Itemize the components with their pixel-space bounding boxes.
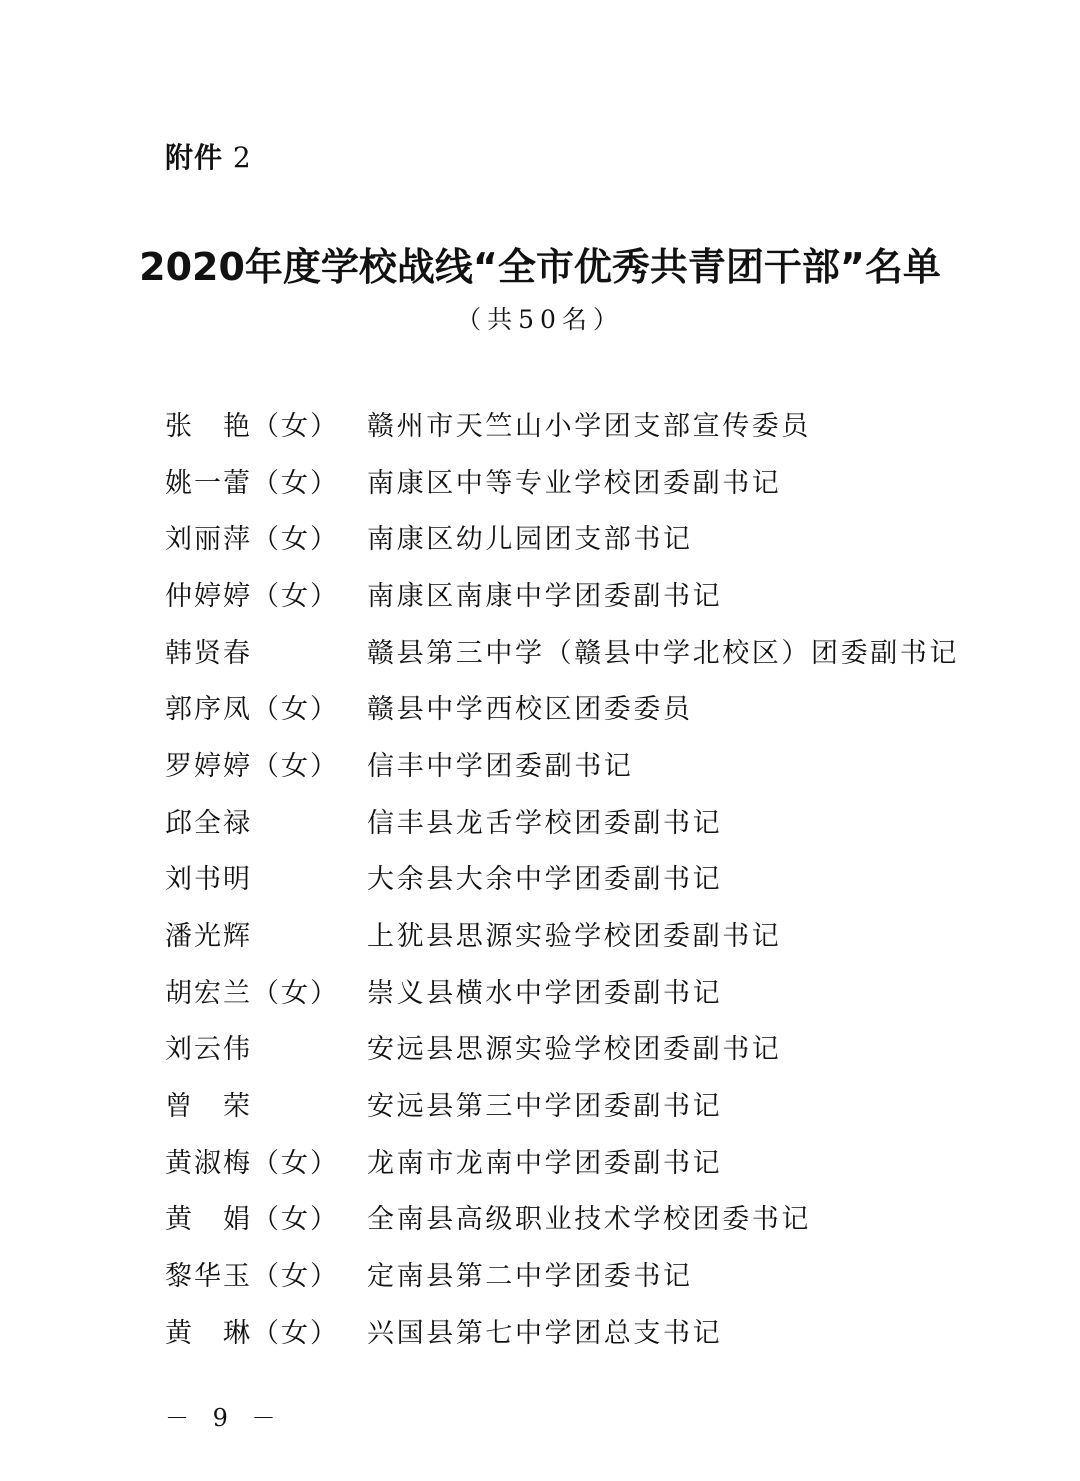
- list-item: [165, 849, 985, 906]
- honoree-unit: 兴国县第七中学团总支书记: [367, 1317, 723, 1349]
- honoree-unit: 大余县大余中学团委副书记: [367, 864, 723, 896]
- list-item: [165, 622, 985, 679]
- attachment-number: 2: [232, 141, 252, 174]
- honoree-name: 潘光辉: [165, 921, 252, 953]
- honoree-unit: 信丰中学团委副书记: [367, 750, 634, 782]
- honoree-name: 仲婷婷（女）: [165, 580, 339, 612]
- honoree-name: 邱全禄: [165, 807, 252, 839]
- honoree-name: 刘书明: [165, 864, 252, 896]
- honoree-name: 刘云伟: [165, 1034, 252, 1066]
- list-item: [165, 962, 985, 1019]
- list-item: [165, 565, 985, 622]
- honoree-unit: 全南县高级职业技术学校团委书记: [367, 1204, 811, 1236]
- honoree-unit: 上犹县思源实验学校团委副书记: [367, 921, 782, 953]
- list-item: [165, 395, 985, 452]
- honoree-name: 韩贤春: [165, 637, 252, 669]
- list-item: [165, 1019, 985, 1076]
- honoree-unit: 南康区中等专业学校团委副书记: [367, 467, 782, 499]
- document-subtitle: （共50名）: [456, 305, 624, 334]
- list-item: [165, 735, 985, 792]
- attachment-label: [165, 136, 252, 176]
- honoree-name: 姚一蕾（女）: [165, 467, 339, 499]
- document-title: 2020年度学校战线“全市优秀共青团干部”名单: [139, 245, 941, 289]
- honoree-unit: 赣州市天竺山小学团支部宣传委员: [367, 410, 811, 442]
- honoree-name: 胡宏兰（女）: [165, 977, 339, 1009]
- honoree-list: [165, 395, 985, 1359]
- list-item: [165, 1302, 985, 1359]
- honoree-unit: 安远县第三中学团委副书记: [367, 1091, 723, 1123]
- honoree-unit: 信丰县龙舌学校团委副书记: [367, 807, 723, 839]
- honoree-unit: 崇义县横水中学团委副书记: [367, 977, 723, 1009]
- list-item: [165, 452, 985, 509]
- honoree-name: 黄淑梅（女）: [165, 1147, 339, 1179]
- page-number: － 9 －: [165, 1404, 284, 1432]
- honoree-name: 罗婷婷（女）: [165, 750, 339, 782]
- honoree-name: 郭序凤（女）: [165, 694, 339, 726]
- list-item: [165, 678, 985, 735]
- list-item: [165, 1132, 985, 1189]
- list-item: [165, 792, 985, 849]
- honoree-unit: 安远县思源实验学校团委副书记: [367, 1034, 782, 1066]
- honoree-unit: 南康区南康中学团委副书记: [367, 580, 723, 612]
- honoree-name: 黄 娟（女）: [165, 1204, 339, 1236]
- honoree-unit: 赣县中学西校区团委委员: [367, 694, 693, 726]
- list-item: [165, 1075, 985, 1132]
- honoree-name: 黎华玉（女）: [165, 1261, 339, 1293]
- list-item: [165, 1245, 985, 1302]
- attachment-text: 附件: [165, 141, 224, 174]
- honoree-unit: 赣县第三中学（赣县中学北校区）团委副书记: [367, 637, 959, 669]
- honoree-name: 曾 荣: [165, 1091, 252, 1123]
- honoree-name: 刘丽萍（女）: [165, 524, 339, 556]
- honoree-unit: 定南县第二中学团委书记: [367, 1261, 693, 1293]
- honoree-unit: 南康区幼儿园团支部书记: [367, 524, 693, 556]
- honoree-name: 张 艳（女）: [165, 410, 339, 442]
- list-item: [165, 508, 985, 565]
- list-item: [165, 905, 985, 962]
- honoree-unit: 龙南市龙南中学团委副书记: [367, 1147, 723, 1179]
- honoree-name: 黄 琳（女）: [165, 1317, 339, 1349]
- list-item: [165, 1189, 985, 1246]
